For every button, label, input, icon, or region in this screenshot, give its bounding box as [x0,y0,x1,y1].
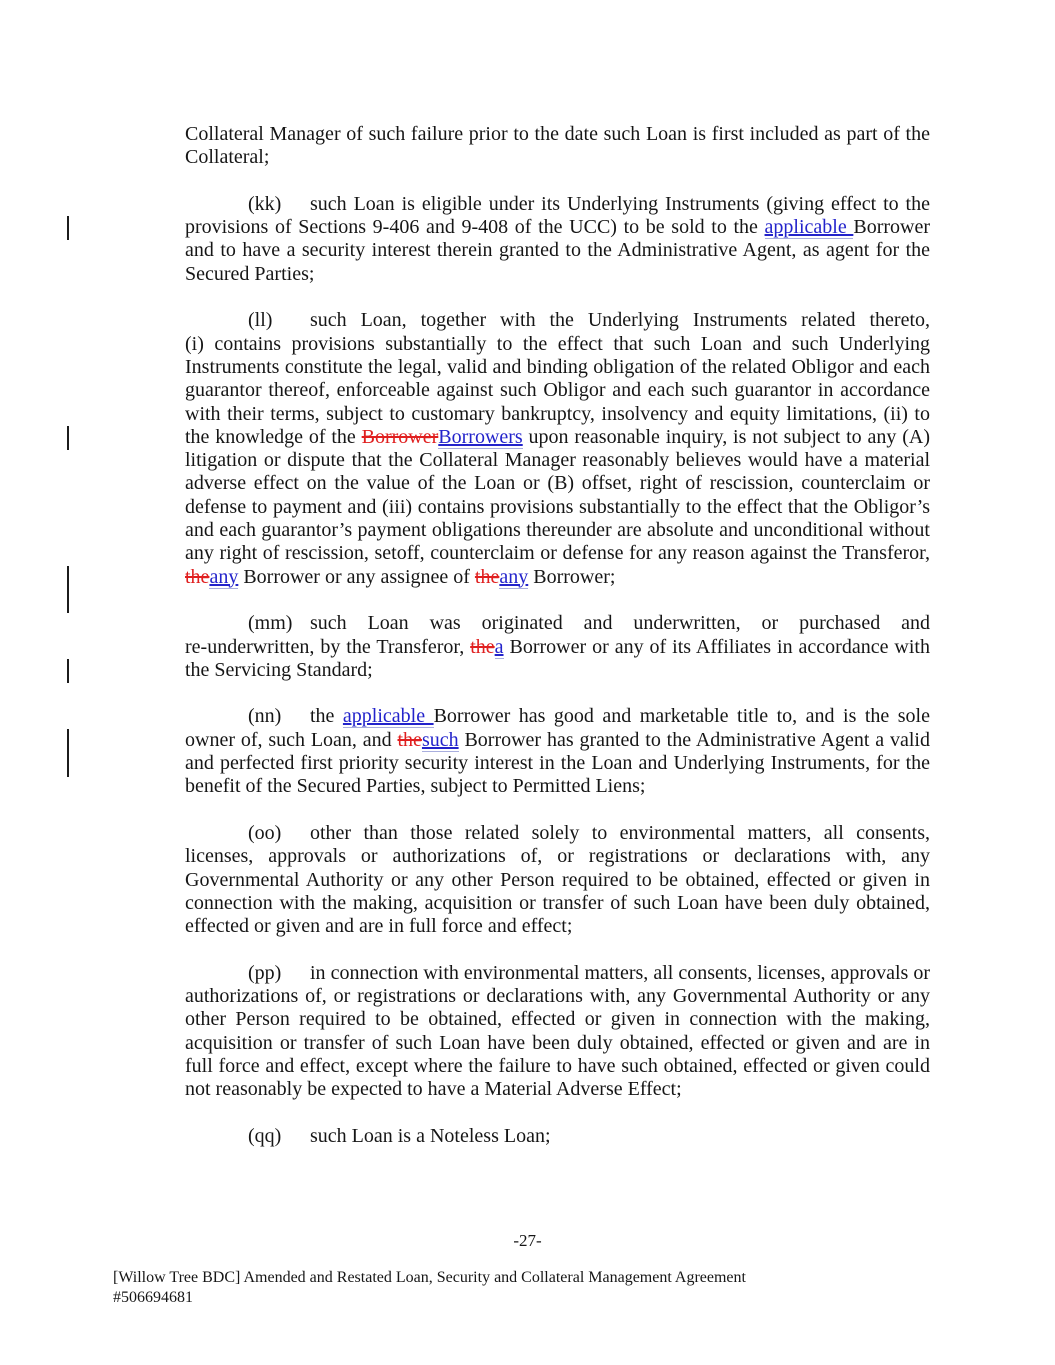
inserted-text: applicable [342,705,434,728]
change-bar [67,659,69,683]
text-run: the [310,705,343,728]
inserted-text: such [421,728,459,751]
text-run: such Loan was originated and underwritten, or purchased and re‑underwritten, by the Transferor, [185,612,930,658]
clause-label: (ll) [248,309,273,332]
deleted-text: the [474,565,500,588]
clause-label: (kk) [248,192,282,215]
change-bar [67,216,69,240]
clause-kk [185,193,930,286]
footer-document-id: #506694681 [113,1289,193,1306]
text-run: such Loan, together with the Underlying Instruments related thereto, (i) contains provisions substantially to the effect that such Loan and such Underlying Instruments constitute the legal, valid and binding obligation of the related Obligor and each guarantor thereof, enforceable against such Obligor and each such guarantor in accordance with their terms, subject to customary bankruptcy, insolvency and equity limitations, (ii) to the knowledge of the [185,309,930,448]
inserted-text: any [499,565,529,588]
change-bar [67,729,69,777]
deleted-text: the [470,635,495,658]
text-run: Borrower and to have a security interest therein granted to the Administrative Agent, as agent for the Secured Parties; [185,216,930,285]
clause-label: (nn) [248,705,282,728]
text-run: in connection with environmental matters, all consents, licenses, approvals or authorizations of, or registrations or declarations with, any Governmental Authority or any other Person required to be obtained, effected or given in connection with the making, acquisition or transfer of such Loan have been duly obtained, effected or given and are in full force and effect, except where the failure to have such obtained, effected or given could not reasonably be expected to have a Material Adverse Effect; [185,961,930,1101]
text-run: such Loan is a Noteless Loan; [310,1124,551,1147]
document-body [185,123,930,1171]
text-run: Borrower or any of its Affiliates in accordance with the Servicing Standard; [185,635,930,681]
inserted-text: Borrowers [438,425,523,448]
text-run: such Loan is eligible under its Underlying Instruments (giving effect to the provisions of Sections 9-406 and 9-408 of the UCC) to be sold to the [185,192,930,239]
continuation-paragraph [185,123,930,170]
inserted-text: a [494,635,504,658]
text-run: Borrower or any assignee of [238,565,475,588]
clause-qq [185,1125,930,1148]
change-bar [67,426,69,450]
clause-label: (oo) [248,821,282,844]
text-run: Borrower has good and marketable title to, and is the sole owner of, such Loan, and [185,705,930,751]
clause-label: (mm) [248,612,293,635]
text-run: upon reasonable inquiry, is not subject to any (A) litigation or dispute that the Collateral Manager reasonably believes would have a material adverse effect on the value of the Loan or (B) offset, right of rescission, counterclaim or defense to payment and (iii) contains provisions substantially to the effect that the Obligor’s and each guarantor’s payment obligations thereunder are absolute and unconditional without any right of rescission, setoff, counterclaim or defense for any reason against the Transferor, [185,425,930,565]
deleted-text: the [397,728,422,751]
clause-ll [185,309,930,589]
clause-nn [185,705,930,798]
text-run: Borrower has granted to the Administrative Agent a valid and perfected first priority security interest in the Loan and Underlying Instruments, for the benefit of the Secured Parties, subject to Permitted Liens; [185,728,930,798]
inserted-text: any [209,565,239,588]
page-number: -27- [513,1231,542,1250]
text-run: Borrower; [528,565,616,588]
document-footer [113,1268,953,1308]
clause-label: (pp) [248,961,282,984]
clause-label: (qq) [248,1124,282,1147]
clause-oo [185,822,930,938]
footer-document-title: [Willow Tree BDC] Amended and Restated Loan, Security and Collateral Management Agreement [113,1269,746,1286]
clause-mm [185,612,930,682]
change-bar [67,566,69,613]
text-run: other than those related solely to environmental matters, all consents, licenses, approvals or authorizations of, or registrations or declarations with, any Governmental Authority or any other Person required to be obtained, effected or given in connection with the making, acquisition or transfer of such Loan have been duly obtained, effected or given and are in full force and effect; [185,821,930,938]
text-run: Collateral Manager of such failure prior to the date such Loan is first included as part of the Collateral; [185,123,930,169]
deleted-text: Borrower [361,425,439,448]
inserted-text: applicable [764,216,854,239]
clause-pp [185,962,930,1102]
deleted-text: the [185,565,210,588]
